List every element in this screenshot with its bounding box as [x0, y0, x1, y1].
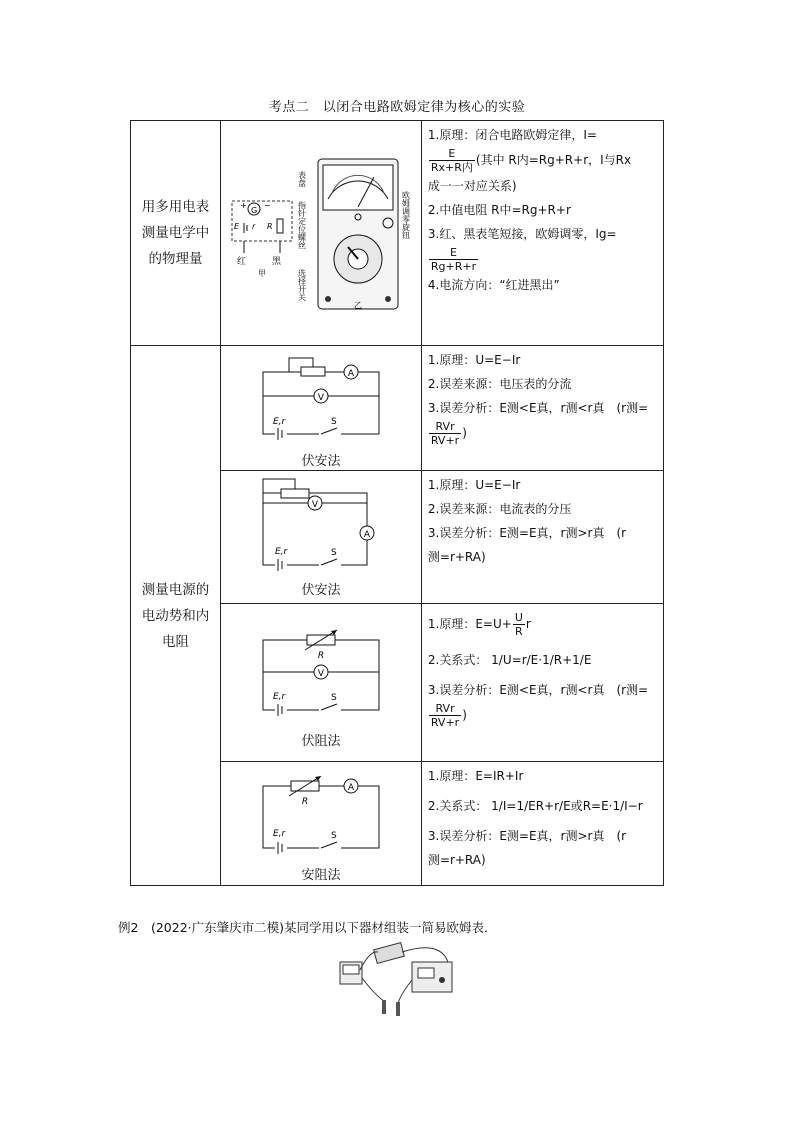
expr-part: = — [506, 799, 517, 813]
m1-principles — [421, 346, 663, 471]
numerator: RVr — [429, 420, 461, 434]
numerator: U — [514, 611, 523, 624]
method-label: 安阻法 — [301, 868, 341, 883]
m3-principles — [421, 604, 663, 762]
m1-figure — [221, 346, 422, 471]
multimeter-principles — [421, 121, 663, 346]
fraction — [429, 420, 461, 447]
principle-line-1 — [428, 123, 659, 147]
voltmeter-label: V — [317, 393, 325, 403]
principle-line-1 — [428, 606, 659, 642]
expr-part: · — [538, 653, 543, 667]
numerator: RVr — [429, 702, 461, 716]
fraction — [429, 246, 478, 273]
expr-part: 1/U — [491, 653, 512, 667]
battery-label: E,r — [272, 829, 286, 839]
fraction — [513, 611, 525, 638]
voltammetry-circuit-1 — [251, 352, 391, 442]
r-label: r — [251, 222, 256, 231]
resistor-label: R — [266, 222, 273, 231]
switch-label: S — [330, 548, 337, 558]
principle-line-1b — [428, 147, 659, 174]
expr-part: 或R=E· — [570, 799, 613, 813]
principle-line-2: 2.中值电阻 R中=Rg+R+r — [427, 203, 571, 217]
cat-line: 电阻 — [162, 633, 189, 650]
m3-figure — [221, 604, 422, 762]
text: (其中 R内=Rg+R+r，I与Rx — [475, 153, 632, 167]
switch-label: S — [330, 693, 337, 703]
expr-part: R+ — [535, 799, 555, 813]
fraction — [429, 702, 461, 729]
fig-jia-label: 甲 — [257, 269, 266, 278]
m4-principles — [421, 762, 663, 886]
numerator: E — [429, 147, 475, 161]
principle-line-3: 3.误差分析：E测=E真，r测>r真 (r — [427, 829, 627, 843]
ammeter-resistance-circuit — [251, 776, 391, 856]
method-label: 伏安法 — [301, 583, 341, 598]
voltammetry-circuit-2 — [251, 475, 391, 571]
text: 1.原理：E=U+ — [427, 617, 512, 631]
zero-screw-label: 指针定位螺丝 — [297, 201, 307, 249]
principle-line-2 — [428, 642, 659, 678]
expr-part: 1/E — [516, 799, 536, 813]
denominator: RV+r — [430, 434, 460, 447]
cat-line: 测量电源的 — [141, 581, 210, 598]
voltmeter-label: V — [311, 500, 319, 510]
principle-line-3: 3.误差分析：E测=E真，r测>r真 (r — [427, 526, 627, 540]
principle-line-1: 1.原理：E=IR+Ir — [427, 769, 524, 783]
ohm-zero-knob-label: 欧姆调零旋钮 — [401, 191, 411, 239]
ammeter-label: A — [347, 369, 355, 379]
battery-label: E,r — [274, 547, 288, 557]
expr-part: = — [511, 653, 522, 667]
minus-sign: − — [263, 201, 271, 210]
expr-part: r/E — [521, 653, 539, 667]
text: ) — [462, 708, 467, 722]
ammeter-label: A — [347, 783, 355, 793]
cat-line: 用多用电表 — [141, 199, 210, 215]
principle-line-3: 3.误差分析：E测<E真，r测<r真 (r测= — [427, 683, 649, 697]
principle-line-3: 3.红、黑表笔短接，欧姆调零，Ig= — [427, 227, 617, 241]
multimeter-figure — [221, 121, 422, 346]
fig-yi-label: 乙 — [353, 301, 362, 310]
battery-label: E,r — [272, 417, 286, 427]
principle-line-3: 3.误差分析：E测<E真，r测<r真 (r测= — [427, 401, 649, 415]
fraction — [429, 147, 475, 174]
method-label: 伏阻法 — [301, 734, 341, 749]
dial-label: 表盘 — [297, 171, 307, 187]
principle-line-1c: 成一一对应关系) — [427, 179, 517, 193]
galvanometer-label: G — [250, 206, 258, 215]
denominator: Rx+R内 — [430, 161, 473, 174]
principle-line-3b — [428, 702, 659, 729]
experiment-table — [130, 120, 664, 886]
voltage-resistance-circuit — [251, 622, 391, 722]
m2-figure — [221, 471, 422, 604]
category-multimeter — [131, 121, 221, 346]
m2-principles — [421, 471, 663, 604]
principle-line-3b: 测=r+RA) — [427, 550, 486, 564]
expr-part: r/E — [554, 799, 571, 813]
principle-line-1: 1.原理：U=E−Ir — [427, 478, 521, 492]
expr-part: −r — [627, 799, 643, 813]
m4-figure — [221, 762, 422, 886]
denominator: RV+r — [430, 716, 460, 729]
selector-label: 选择开关 — [297, 269, 307, 301]
ammeter-label: A — [363, 530, 371, 540]
switch-label: S — [330, 417, 337, 427]
black-probe-label: 黑 — [271, 257, 281, 267]
principle-line-2: 2.误差来源：电压表的分流 — [427, 377, 572, 391]
principle-line-1: 1.原理：U=E−Ir — [427, 353, 521, 367]
denominator: Rg+R+r — [430, 260, 477, 273]
expr-part: 1/R — [542, 653, 563, 667]
text: r — [525, 617, 531, 631]
text: ) — [462, 426, 467, 440]
resistor-label: R — [301, 797, 309, 807]
emf-label: E — [233, 222, 239, 231]
expr-part: 1/E — [572, 653, 592, 667]
expr-part: + — [562, 653, 573, 667]
equipment-illustration — [330, 940, 460, 1020]
principle-line-3b — [428, 420, 659, 447]
switch-label: S — [330, 831, 337, 841]
red-probe-label: 红 — [236, 257, 246, 267]
category-emf — [131, 346, 221, 886]
principle-line-2 — [428, 788, 659, 824]
example-question: 例2 (2022·广东肇庆市二模)某同学用以下器材组装一简易欧姆表． — [118, 920, 497, 935]
resistor-label: R — [317, 651, 325, 661]
numerator: E — [429, 246, 478, 260]
principle-line-3b: 测=r+RA) — [427, 853, 486, 867]
cat-line: 电动势和内 — [141, 607, 210, 624]
cat-line: 的物理量 — [148, 251, 203, 267]
plus-sign: + — [239, 201, 247, 210]
multimeter-diagram — [222, 151, 420, 311]
denominator: R — [515, 625, 523, 638]
text: 2.关系式： — [427, 653, 488, 667]
expr-part: 1/I — [612, 799, 628, 813]
principle-line-2: 2.误差来源：电流表的分压 — [427, 502, 572, 516]
text: 2.关系式： — [427, 799, 488, 813]
battery-label: E,r — [272, 692, 286, 702]
method-label: 伏安法 — [301, 454, 341, 469]
cat-line: 测量电学中 — [141, 225, 210, 241]
principle-line-4: 4.电流方向：“红进黑出” — [427, 278, 560, 292]
text: 1.原理：闭合电路欧姆定律，I= — [427, 128, 597, 142]
section-title: 考点二 以闭合电路欧姆定律为核心的实验 — [268, 100, 526, 115]
voltmeter-label: V — [317, 669, 325, 679]
principle-line-3b — [428, 246, 659, 273]
expr-part: 1/I — [491, 799, 507, 813]
